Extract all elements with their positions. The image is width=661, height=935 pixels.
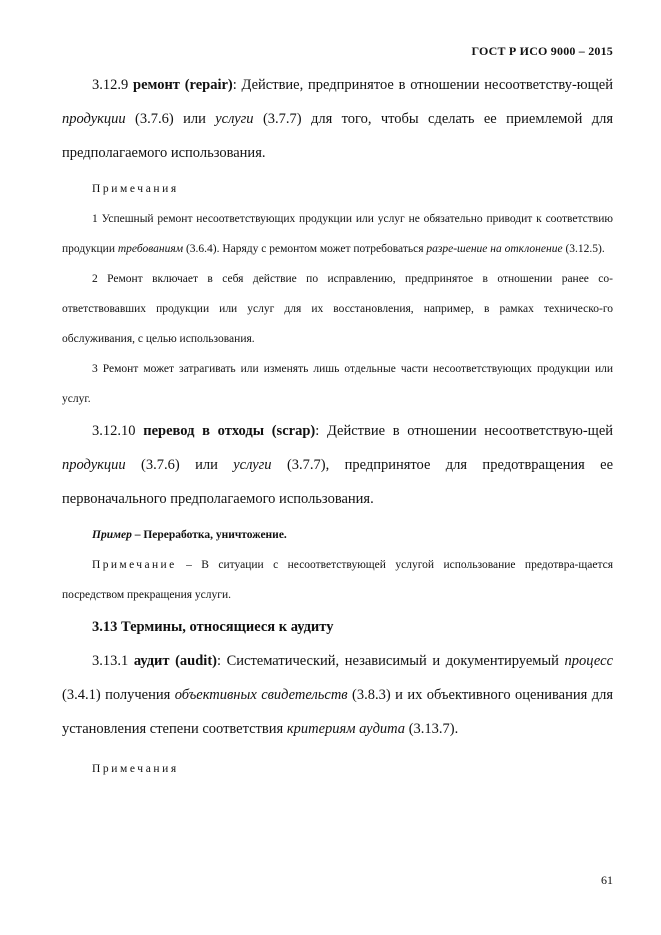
term-number: 3.13.1 [92, 653, 129, 669]
term-ref: процесс [564, 653, 614, 669]
term-text: (3.4.1) получения [62, 687, 171, 703]
note-1 [62, 204, 613, 264]
document-header: ГОСТ Р ИСО 9000 – 2015 [471, 44, 613, 58]
note-label: Примечание [92, 559, 177, 571]
term-ref: услуги [233, 457, 272, 473]
note-single [62, 550, 613, 610]
term-ref: критериям аудита [286, 721, 406, 737]
note-text: (3.12.5). [565, 243, 605, 255]
example [62, 520, 613, 550]
page-content [62, 68, 613, 784]
term-ref: объективных свидетельств [174, 687, 348, 703]
term-title: ремонт (repair) [133, 77, 233, 93]
term-text: : Действие, предпринятое в отношении несоответству-ющей [232, 77, 614, 93]
notes-heading: Примечания [92, 183, 179, 195]
term-3-12-10 [62, 414, 613, 516]
note-2: 2 Ремонт включает в себя действие по исправлению, предпринятое в отношении ранее со-ответствовавших продукции или услуг для их восстановления, например, в рамках техническо-го обслуживания, с целью использования. [62, 273, 613, 345]
example-text: – Переработка, уничтожение. [134, 529, 287, 541]
note-ref: разре-шение на отклонение [426, 243, 563, 255]
note-text: (3.6.4). Наряду с ремонтом может потребоваться [185, 243, 424, 255]
example-label: Пример [92, 529, 132, 541]
term-3-13-1 [62, 644, 613, 746]
note-3: 3 Ремонт может затрагивать или изменять лишь отдельные части несоответствующих продукции или услуг. [62, 363, 613, 405]
note-text: – В ситуации с несоответствующей услугой использование предотвра-щается посредством прекращения услуги. [62, 559, 614, 601]
term-text: : Систематический, независимый и документируемый [216, 653, 559, 669]
term-3-12-9 [62, 68, 613, 170]
page-number: 61 [601, 873, 613, 887]
term-number: 3.12.10 [92, 423, 136, 439]
term-text: (3.7.6) или [141, 457, 218, 473]
term-ref: продукции [62, 457, 126, 473]
term-text: (3.8.3) и их объективного оценивания для установления степени соответствия [62, 687, 614, 737]
term-title: аудит (audit) [133, 653, 217, 669]
note-text: 1 Успешный ремонт несоответствующих продукции или услуг не обязательно приводит к соответствию продукции [62, 213, 613, 255]
section-heading: 3.13 Термины, относящиеся к аудиту [92, 619, 334, 635]
term-text: (3.7.7), предпринятое для предотвращения ее первоначального предполагаемого использования. [62, 457, 614, 507]
term-text: (3.13.7). [408, 721, 459, 737]
term-text: (3.7.6) или [135, 111, 206, 127]
notes-heading: Примечания [92, 763, 179, 775]
term-text: : Действие в отношении несоответствую-щей [315, 423, 614, 439]
note-ref: требованиям [117, 243, 184, 255]
term-ref: услуги [215, 111, 254, 127]
term-title: перевод в отходы (scrap) [143, 423, 316, 439]
term-number: 3.12.9 [92, 77, 129, 93]
term-text: (3.7.7) для того, чтобы сделать ее приемлемой для предполагаемого использования. [62, 111, 614, 161]
term-ref: продукции [62, 111, 126, 127]
